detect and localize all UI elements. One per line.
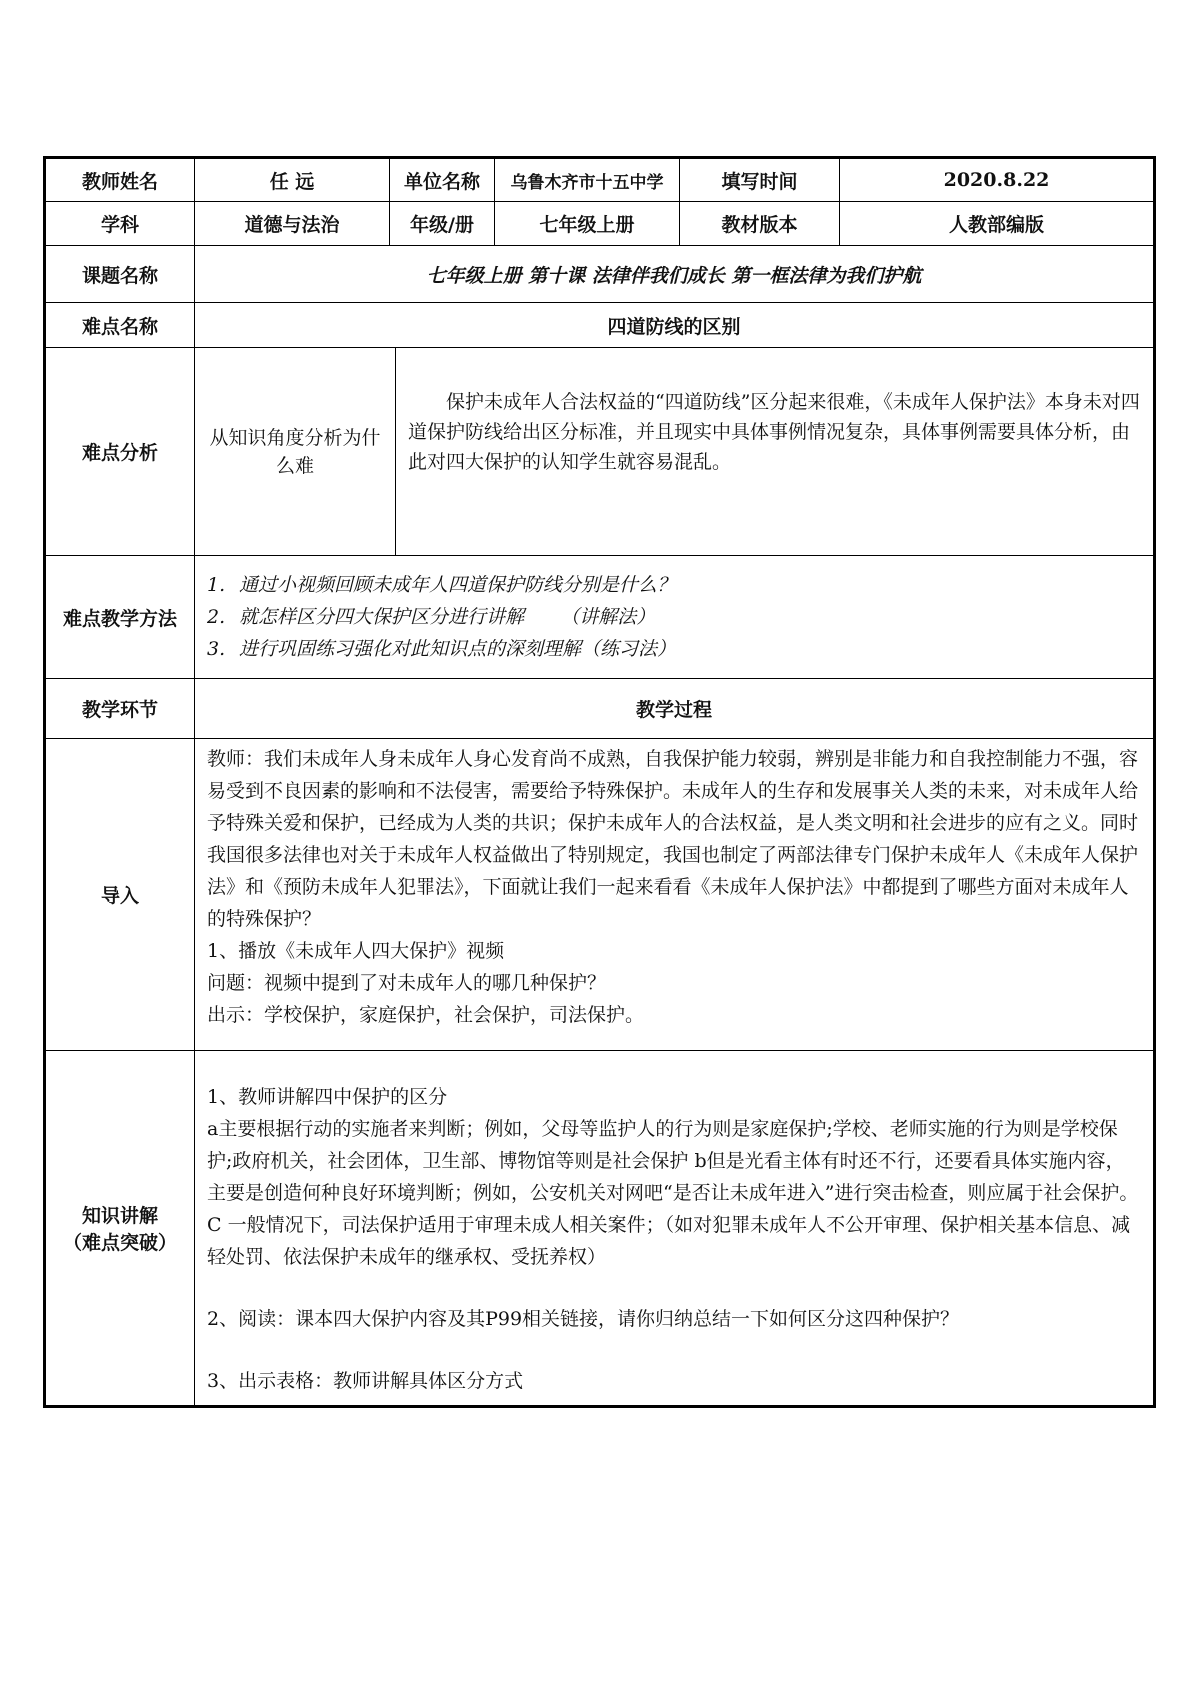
analysis-text-cell: [396, 348, 1154, 555]
intro-content: [195, 739, 1155, 1051]
difficulty-label: 难点名称: [45, 303, 195, 348]
method-item: 3. 进行巩固练习强化对此知识点的深刻理解（练习法）: [207, 638, 677, 660]
intro-row: [45, 739, 1155, 1051]
fill-time-label: 填写时间: [680, 158, 840, 202]
grade-label: 年级/册: [390, 202, 495, 246]
topic-label: 课题名称: [45, 246, 195, 303]
knowledge-label: 知识讲解: [81, 1205, 158, 1227]
method-label: 难点教学方法: [45, 556, 195, 679]
knowledge-content: [195, 1051, 1155, 1407]
analysis-label: 难点分析: [45, 348, 195, 556]
teacher-name: 任 远: [195, 158, 390, 202]
lesson-plan-page: [43, 156, 1153, 1408]
intro-label: 导入: [45, 739, 195, 1051]
method-row: [45, 556, 1155, 679]
process-label: 教学过程: [195, 679, 1155, 739]
method-item: 2. 就怎样区分四大保护区分进行讲解 （讲解法）: [207, 606, 656, 628]
intro-paragraph: 教师：我们未成年人身未成年人身心发育尚不成熟，自我保护能力较弱，辨别是非能力和自我控制能力不强，容易受到不良因素的影响和不法侵害，需要给予特殊保护。未成年人的生存和发展事关人类的未来，对未成年人给予特殊关爱和保护，已经成为人类的共识；保护未成年人的合法权益，是人类文明和社会进步的应有之义。同时我国很多法律也对关于未成年人权益做出了特别规定，我国也制定了两部法律专门保护未成年人《未成年人保护法》和《预防未成年人犯罪法》，下面就让我们一起来看看《未成年人保护法》中都提到了哪些方面对未成年人的特殊保护？: [207, 748, 1139, 930]
analysis-inner: [195, 348, 1153, 555]
intro-line-3: 出示：学校保护，家庭保护，社会保护，司法保护。: [207, 1004, 645, 1026]
subject-label: 学科: [45, 202, 195, 246]
grade: 七年级上册: [495, 202, 680, 246]
difficulty-row: [45, 303, 1155, 348]
unit-label: 单位名称: [390, 158, 495, 202]
method-list: [195, 556, 1155, 679]
analysis-sub-label: 从知识角度分析为什么难: [195, 348, 396, 555]
knowledge-row: [45, 1051, 1155, 1407]
knowledge-label-cell: [45, 1051, 195, 1407]
teacher-name-label: 教师姓名: [45, 158, 195, 202]
subject: 道德与法治: [195, 202, 390, 246]
topic-row: [45, 246, 1155, 303]
lesson-plan-table: [43, 156, 1156, 1408]
analysis-container: [195, 348, 1155, 556]
header-row-2: [45, 202, 1155, 246]
knowledge-line-1: 1、教师讲解四中保护的区分: [207, 1086, 448, 1108]
header-row-1: [45, 158, 1155, 202]
knowledge-sub-label: （难点突破）: [62, 1232, 177, 1254]
process-header-row: [45, 679, 1155, 739]
edition: 人教部编版: [840, 202, 1155, 246]
fill-time: 2020.8.22: [840, 158, 1155, 202]
knowledge-line-2: 2、阅读：课本四大保护内容及其P99相关链接，请你归纳总结一下如何区分这四种保护？: [207, 1308, 960, 1330]
unit-name: 乌鲁木齐市十五中学: [495, 158, 680, 202]
topic-value: 七年级上册 第十课 法律伴我们成长 第一框法律为我们护航: [195, 246, 1155, 303]
intro-line-1: 1、播放《未成年人四大保护》视频: [207, 940, 505, 962]
knowledge-paragraph: a主要根据行动的实施者来判断；例如，父母等监护人的行为则是家庭保护;学校、老师实施的行为则是学校保护;政府机关，社会团体，卫生部、博物馆等则是社会保护 b但是光看主体有时还不行，还要看具体实施内容，主要是创造何种良好环境判断；例如，公安机关对网吧“是否让未成年进入”进行突击检查，则应属于社会保护。C 一般情况下，司法保护适用于审理未成人相关案件；（如对犯罪未成年人不公开审理、保护相关基本信息、减轻处罚、依法保护未成年的继承权、受抚养权）: [207, 1118, 1139, 1268]
intro-line-2: 问题：视频中提到了对未成年人的哪几种保护？: [207, 972, 607, 994]
knowledge-line-3: 3、出示表格：教师讲解具体区分方式: [207, 1370, 524, 1392]
process-stage-label: 教学环节: [45, 679, 195, 739]
analysis-text: 保护未成年人合法权益的“四道防线”区分起来很难，《未成年人保护法》本身未对四道保护防线给出区分标准，并且现实中具体事例情况复杂，具体事例需要具体分析，由此对四大保护的认知学生就容易混乱。: [408, 390, 1140, 473]
analysis-row: [45, 348, 1155, 556]
edition-label: 教材版本: [680, 202, 840, 246]
difficulty-value: 四道防线的区别: [195, 303, 1155, 348]
method-item: 1. 通过小视频回顾未成年人四道保护防线分别是什么？: [207, 574, 677, 596]
